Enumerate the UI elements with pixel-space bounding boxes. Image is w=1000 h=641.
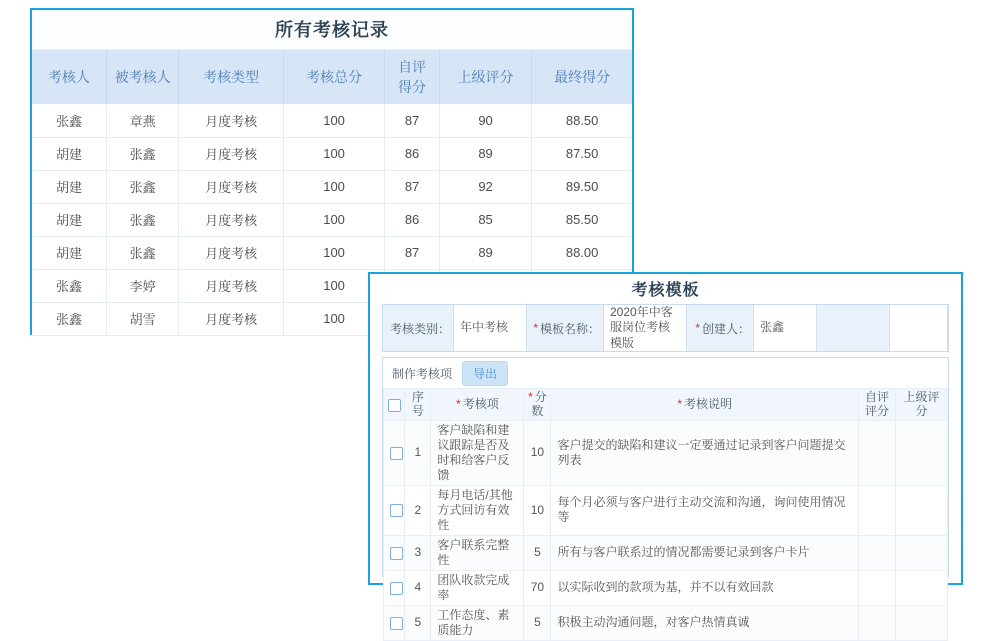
category-label: 考核类别： — [389, 321, 450, 336]
items-toolbar — [383, 358, 948, 388]
item-score-cell: 70 — [524, 570, 551, 605]
superior-score-cell — [896, 420, 948, 485]
superior-score-cell — [896, 605, 948, 640]
table-row — [32, 203, 632, 236]
record-cell: 100 — [283, 104, 384, 137]
record-cell: 胡雪 — [106, 302, 179, 335]
column-header: * 考核说明 — [551, 389, 858, 421]
record-cell: 89 — [439, 137, 531, 170]
item-name-cell: 每月电话/其他方式回访有效性 — [431, 485, 524, 535]
item-score-cell: 10 — [524, 485, 551, 535]
record-cell: 张鑫 — [106, 170, 179, 203]
row-select-cell — [384, 605, 405, 640]
row-checkbox[interactable] — [390, 504, 403, 517]
record-cell: 张鑫 — [106, 236, 179, 269]
record-cell: 胡建 — [32, 170, 106, 203]
column-header: 考核类型 — [179, 50, 283, 104]
item-desc-cell: 每个月必须与客户进行主动交流和沟通，询问使用情况等 — [551, 485, 858, 535]
required-mark: * — [533, 321, 538, 335]
template-panel — [368, 272, 963, 637]
column-header: * 考核项 — [431, 389, 524, 421]
empty-field — [889, 305, 948, 351]
item-no-cell: 1 — [405, 420, 431, 485]
record-cell: 85.50 — [532, 203, 632, 236]
column-header: 自评评分 — [858, 389, 895, 421]
record-cell: 100 — [283, 236, 384, 269]
table-row — [32, 236, 632, 269]
record-cell: 100 — [283, 137, 384, 170]
record-cell: 88.50 — [532, 104, 632, 137]
item-name-cell: 团队收款完成率 — [431, 570, 524, 605]
required-mark: * — [456, 397, 461, 412]
records-panel-title: 所有考核记录 — [32, 10, 632, 50]
column-header: 自评得分 — [385, 50, 440, 104]
record-cell: 月度考核 — [179, 269, 283, 302]
superior-score-cell — [896, 485, 948, 535]
record-cell: 100 — [283, 170, 384, 203]
record-cell: 86 — [385, 137, 440, 170]
row-select-cell — [384, 420, 405, 485]
items-table — [383, 388, 948, 641]
items-header-row — [384, 389, 948, 421]
record-cell: 86 — [385, 203, 440, 236]
column-header: 上级评分 — [439, 50, 531, 104]
self-score-cell — [858, 485, 895, 535]
column-header: 上级评分 — [896, 389, 948, 421]
records-header-row — [32, 50, 632, 104]
record-cell: 87 — [385, 236, 440, 269]
item-score-cell: 5 — [524, 605, 551, 640]
item-row — [384, 420, 948, 485]
row-select-cell — [384, 485, 405, 535]
record-cell: 张鑫 — [32, 104, 106, 137]
record-cell: 月度考核 — [179, 203, 283, 236]
record-cell: 月度考核 — [179, 236, 283, 269]
self-score-cell — [858, 420, 895, 485]
record-cell: 89.50 — [532, 170, 632, 203]
record-cell: 89 — [439, 236, 531, 269]
table-row — [32, 137, 632, 170]
record-cell: 章燕 — [106, 104, 179, 137]
item-row — [384, 605, 948, 640]
creator-field[interactable]: 张鑫 — [753, 305, 817, 351]
record-cell: 100 — [283, 203, 384, 236]
column-header: 考核总分 — [283, 50, 384, 104]
item-desc-cell: 以实际收到的款项为基，并不以有效回款 — [551, 570, 858, 605]
record-cell: 月度考核 — [179, 104, 283, 137]
item-no-cell: 4 — [405, 570, 431, 605]
record-cell: 87 — [385, 104, 440, 137]
row-checkbox[interactable] — [390, 617, 403, 630]
row-checkbox[interactable] — [390, 582, 403, 595]
item-row — [384, 535, 948, 570]
record-cell: 100 — [283, 269, 384, 302]
item-name-cell: 工作态度、素质能力 — [431, 605, 524, 640]
record-cell: 月度考核 — [179, 302, 283, 335]
table-row — [32, 170, 632, 203]
required-mark: * — [528, 390, 533, 404]
make-items-label: 制作考核项 — [392, 366, 453, 381]
column-header: * 分数 — [524, 389, 551, 421]
item-desc-cell: 积极主动沟通问题，对客户热情真诚 — [551, 605, 858, 640]
self-score-cell — [858, 570, 895, 605]
item-no-cell: 5 — [405, 605, 431, 640]
self-score-cell — [858, 605, 895, 640]
export-button[interactable]: 导出 — [462, 361, 508, 386]
template-name-field[interactable]: 2020年中客服岗位考核模版 — [603, 305, 687, 351]
superior-score-cell — [896, 535, 948, 570]
record-cell: 月度考核 — [179, 137, 283, 170]
record-cell: 张鑫 — [106, 203, 179, 236]
record-cell: 张鑫 — [32, 269, 106, 302]
item-name-cell: 客户缺陷和建议跟踪是否及时和给客户反馈 — [431, 420, 524, 485]
select-all-checkbox[interactable] — [388, 399, 401, 412]
self-score-cell — [858, 535, 895, 570]
item-desc-cell: 客户提交的缺陷和建议一定要通过记录到客户问题提交列表 — [551, 420, 858, 485]
record-cell: 李婷 — [106, 269, 179, 302]
item-score-cell: 5 — [524, 535, 551, 570]
assessment-items-section — [382, 357, 949, 637]
template-panel-title: 考核模板 — [631, 282, 700, 299]
template-form — [382, 304, 949, 352]
record-cell: 胡建 — [32, 137, 106, 170]
row-select-cell — [384, 535, 405, 570]
record-cell: 92 — [439, 170, 531, 203]
record-cell: 月度考核 — [179, 170, 283, 203]
item-no-cell: 2 — [405, 485, 431, 535]
item-no-cell: 3 — [405, 535, 431, 570]
column-header: 最终得分 — [532, 50, 632, 104]
record-cell: 87.50 — [532, 137, 632, 170]
column-header: 序号 — [405, 389, 431, 421]
record-cell: 胡建 — [32, 236, 106, 269]
column-header: 考核人 — [32, 50, 106, 104]
column-header: 被考核人 — [106, 50, 179, 104]
record-cell: 87 — [385, 170, 440, 203]
record-cell: 88.00 — [532, 236, 632, 269]
item-name-cell: 客户联系完整性 — [431, 535, 524, 570]
record-cell: 张鑫 — [32, 302, 106, 335]
record-cell: 胡建 — [32, 203, 106, 236]
item-row — [384, 570, 948, 605]
form-spacer — [817, 305, 889, 351]
row-select-cell — [384, 570, 405, 605]
category-field[interactable]: 年中考核 — [453, 305, 527, 351]
template-name-label: * 模板名称： — [533, 321, 600, 336]
select-all-cell — [384, 389, 405, 421]
creator-label: * 创建人： — [695, 321, 750, 336]
row-checkbox[interactable] — [390, 547, 403, 560]
required-mark: * — [695, 321, 700, 335]
item-row — [384, 485, 948, 535]
record-cell: 张鑫 — [106, 137, 179, 170]
table-row — [32, 104, 632, 137]
record-cell: 90 — [439, 104, 531, 137]
row-checkbox[interactable] — [390, 447, 403, 460]
record-cell: 100 — [283, 302, 384, 335]
superior-score-cell — [896, 570, 948, 605]
record-cell: 85 — [439, 203, 531, 236]
required-mark: * — [677, 397, 682, 412]
item-score-cell: 10 — [524, 420, 551, 485]
item-desc-cell: 所有与客户联系过的情况都需要记录到客户卡片 — [551, 535, 858, 570]
